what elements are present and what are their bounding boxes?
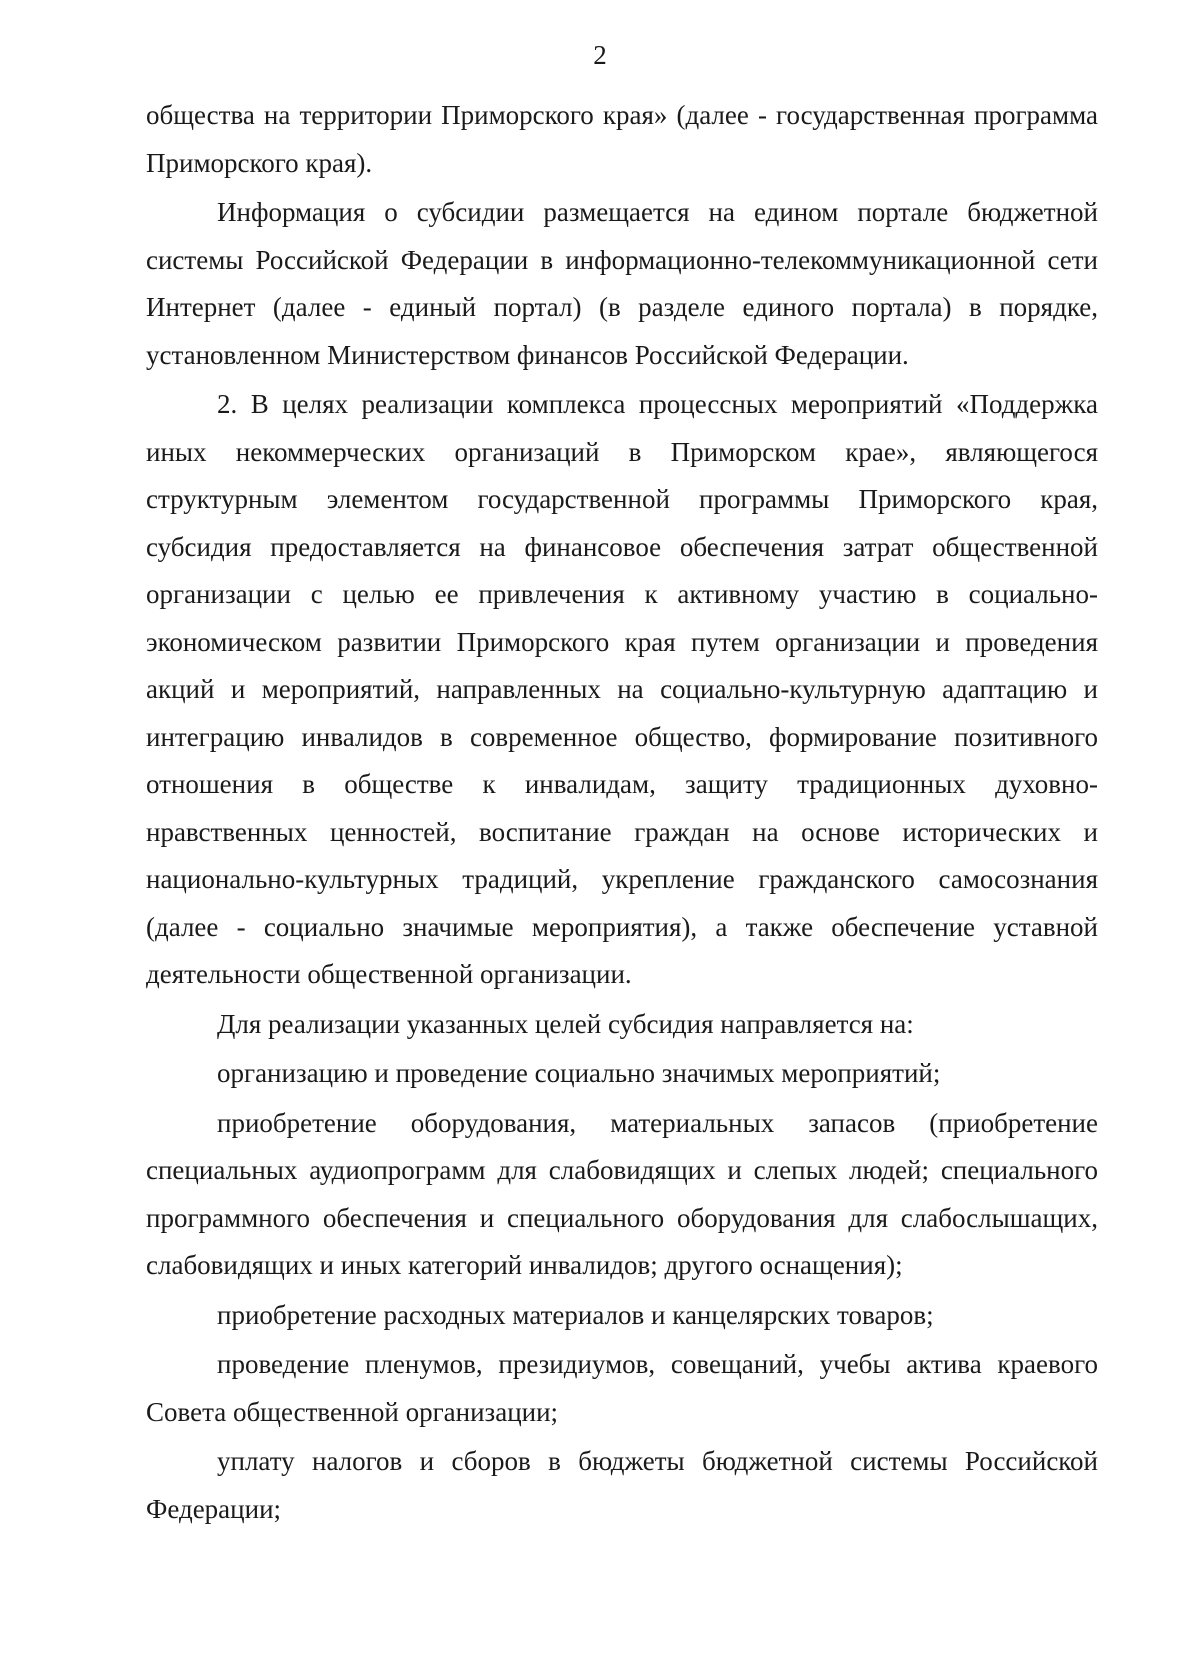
list-item-taxes: уплату налогов и сборов в бюджеты бюджетной системы Российской Федерации; (146, 1446, 1098, 1524)
list-item-events: организацию и проведение социально значимых мероприятий; (217, 1058, 941, 1088)
document-body (146, 92, 1098, 1533)
list-item-equipment: приобретение оборудования, материальных запасов (приобретение специальных аудиопрограмм для слабовидящих и слепых людей; специального программного обеспечения и специального оборудования для слабослышащих, слабовидящих и иных категорий инвалидов; другого оснащения); (146, 1107, 1098, 1280)
paragraph-subsidy-purpose: 2. В целях реализации комплекса процессных мероприятий «Поддержка иных некоммерческих организаций в Приморском крае», являющегося структурным элементом государственной программы Приморского края, субсидия предоставляется на финансовое обеспечения затрат общественной организации с целью ее привлечения к активному участию в социально-экономическом развитии Приморского края путем организации и проведения акций и мероприятий, направленных на социально-культурную адаптацию и интеграцию инвалидов в современное общество, формирование позитивного отношения в обществе к инвалидам, защиту традиционных духовно-нравственных ценностей, воспитание граждан на основе исторических и национально-культурных традиций, укрепление гражданского самосознания (далее - социально значимые мероприятия), а также обеспечение уставной деятельности общественной организации. (146, 389, 1098, 989)
paragraph-program-name-end: общества на территории Приморского края» (далее - государственная программа Приморского края). (146, 100, 1098, 178)
paragraph-subsidy-info-portal: Информация о субсидии размещается на едином портале бюджетной системы Российской Федерации в информационно-телекоммуникационной сети Интернет (далее - единый портал) (в разделе единого портала) в порядке, установленном Министерством финансов Российской Федерации. (146, 197, 1098, 370)
paragraph-subsidy-directions-intro: Для реализации указанных целей субсидия направляется на: (217, 1008, 914, 1039)
page-number: 2 (593, 40, 607, 70)
list-item-consumables: приобретение расходных материалов и канцелярских товаров; (217, 1299, 934, 1330)
list-item-meetings: проведение пленумов, президиумов, совещаний, учебы актива краевого Совета общественной организации; (146, 1349, 1098, 1427)
